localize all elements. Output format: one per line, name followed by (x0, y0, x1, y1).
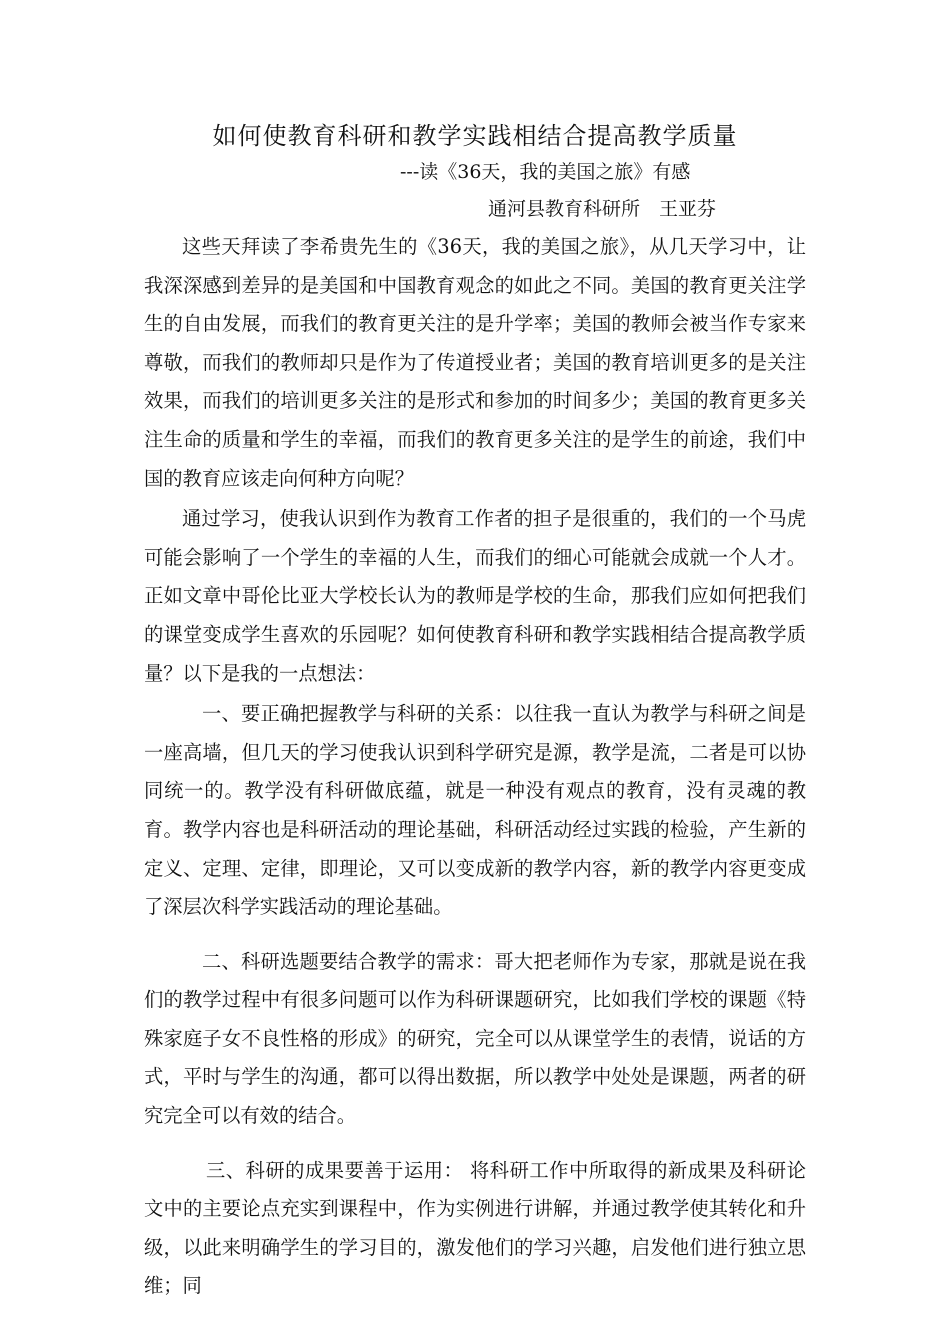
document-subtitle: ---读《36天，我的美国之旅》有感 (400, 161, 691, 183)
document-title: 如何使教育科研和教学实践相结合提高教学质量 (212, 122, 738, 150)
paragraph-point-three: 三、科研的成果要善于运用： 将科研工作中所取得的新成果及科研论文中的主要论点充实到课程中，作为实例进行讲解，并通过教学使其转化和升级，以此来明确学生的学习目的，激发他们的学习兴趣，启发他们进行独立思维；同 (144, 1158, 806, 1298)
paragraph-point-one: 一、要正确把握教学与科研的关系：以往我一直认为教学与科研之间是一座高墙，但几天的学习使我认识到科学研究是源，教学是流，二者是可以协同统一的。教学没有科研做底蕴，就是一种没有观点的教育，没有灵魂的教育。教学内容也是科研活动的理论基础，科研活动经过实践的检验，产生新的定义、定理、定律，即理论，又可以变成新的教学内容，新的教学内容更变成了深层次科学实践活动的理论基础。 (144, 702, 806, 919)
paragraph-reflection: 通过学习，使我认识到作为教育工作者的担子是很重的，我们的一个马虎可能会影响了一个学生的幸福的人生，而我们的细心可能就会成就一个人才。正如文章中哥伦比亚大学校长认为的教师是学校的生命，那我们应如何把我们的课堂变成学生喜欢的乐园呢？如何使教育科研和教学实践相结合提高教学质量？以下是我的一点想法： (144, 507, 806, 685)
document-body (144, 228, 806, 1306)
paragraph-intro: 这些天拜读了李希贵先生的《36天，我的美国之旅》，从几天学习中，让我深深感到差异的是美国和中国教育观念的如此之不同。美国的教育更关注学生的自由发展，而我们的教育更关注的是升学率；美国的教师会被当作专家来尊敬，而我们的教师却只是作为了传道授业者；美国的教育培训更多的是关注效果，而我们的培训更多关注的是形式和参加的时间多少；美国的教育更多关注生命的质量和学生的幸福，而我们的教育更多关注的是学生的前途，我们中国的教育应该走向何种方向呢？ (144, 235, 806, 490)
paragraph-point-two: 二、科研选题要结合教学的需求：哥大把老师作为专家，那就是说在我们的教学过程中有很多问题可以作为科研课题研究，比如我们学校的课题《特殊家庭子女不良性格的形成》的研究，完全可以从课堂学生的表情，说话的方式，平时与学生的沟通，都可以得出数据，所以教学中处处是课题，两者的研究完全可以有效的结合。 (144, 949, 806, 1128)
document-author: 通河县教育科研所 王亚芬 (488, 198, 717, 220)
